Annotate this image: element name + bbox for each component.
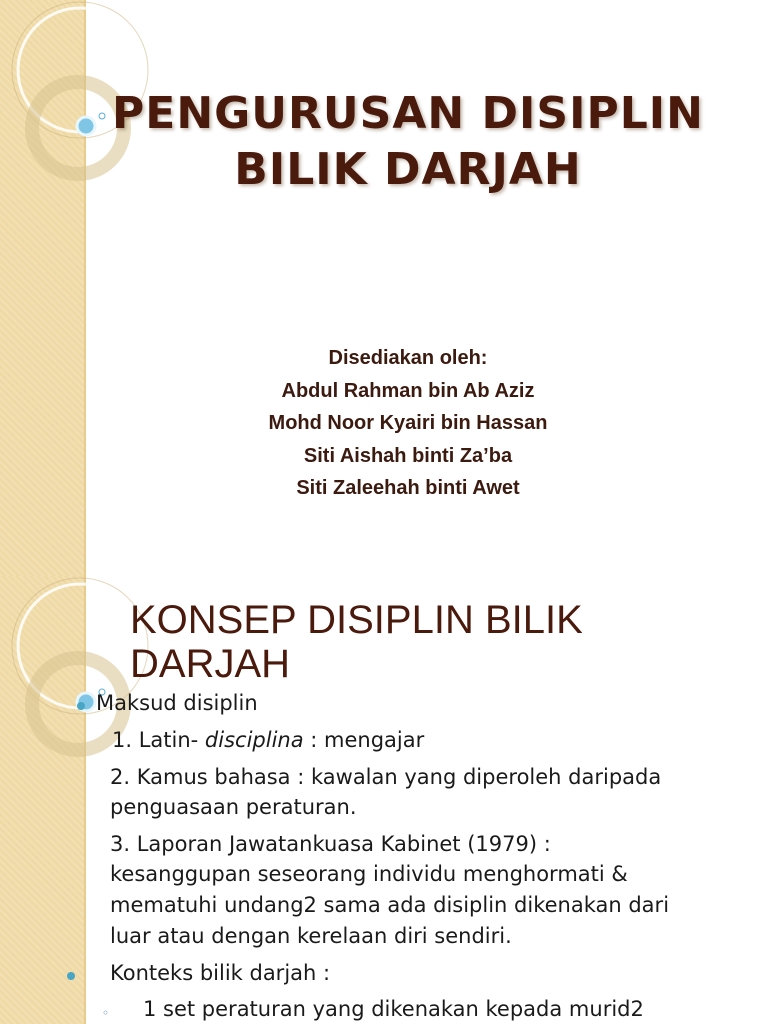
definition-item-1 <box>112 728 424 752</box>
author-name: Mohd Noor Kyairi bin Hassan <box>268 412 548 434</box>
prepared-by-label: Disediakan oleh: <box>328 347 488 369</box>
item1-prefix: 1. Latin- <box>112 728 205 752</box>
item1-italic-term: disciplina <box>204 728 304 752</box>
definition-item-3-line2: kesanggupan seseorang individu menghormati & <box>110 862 628 886</box>
author-name: Siti Aishah binti Za’ba <box>303 444 513 467</box>
content-slide <box>0 576 768 1024</box>
sub-bullet-peraturan: 1 set peraturan yang dikenakan kepada murid2 <box>143 997 644 1021</box>
bullet-konteks-bilik-darjah: Konteks bilik darjah : <box>110 961 331 985</box>
slide1-title-line1: PENGURUSAN DISIPLIN <box>112 88 704 139</box>
slide1-title-line2: BILIK DARJAH <box>234 144 582 195</box>
author-block <box>120 342 696 505</box>
author-name: Siti Zaleehah binti Awet <box>296 477 520 499</box>
slide2-title-line2: DARJAH <box>130 642 291 686</box>
bullet-maksud-disiplin: Maksud disiplin <box>96 691 258 715</box>
slide2-title-line1: KONSEP DISIPLIN BILIK <box>130 598 583 642</box>
definition-item-2-line1: 2. Kamus bahasa : kawalan yang diperoleh daripada <box>110 765 662 789</box>
sub-bullet-ring-icon: ◦ <box>102 1006 110 1020</box>
definition-item-3-line1: 3. Laporan Jawatankuasa Kabinet (1979) : <box>110 832 551 856</box>
definition-item-2-line2: penguasaan peraturan. <box>110 795 357 819</box>
slide2-body <box>0 576 768 1024</box>
definition-item-3-line3: mematuhi undang2 sama ada disiplin dikenakan dari <box>110 893 670 917</box>
slide1-title <box>100 86 716 198</box>
author-name: Abdul Rahman bin Ab Aziz <box>281 379 535 402</box>
item1-suffix: : mengajar <box>303 728 425 752</box>
definition-item-3-line4: luar atau dengan kerelaan diri sendiri. <box>110 924 512 948</box>
bullet-dot-icon <box>67 972 75 980</box>
bullet-dot-icon <box>77 702 85 710</box>
